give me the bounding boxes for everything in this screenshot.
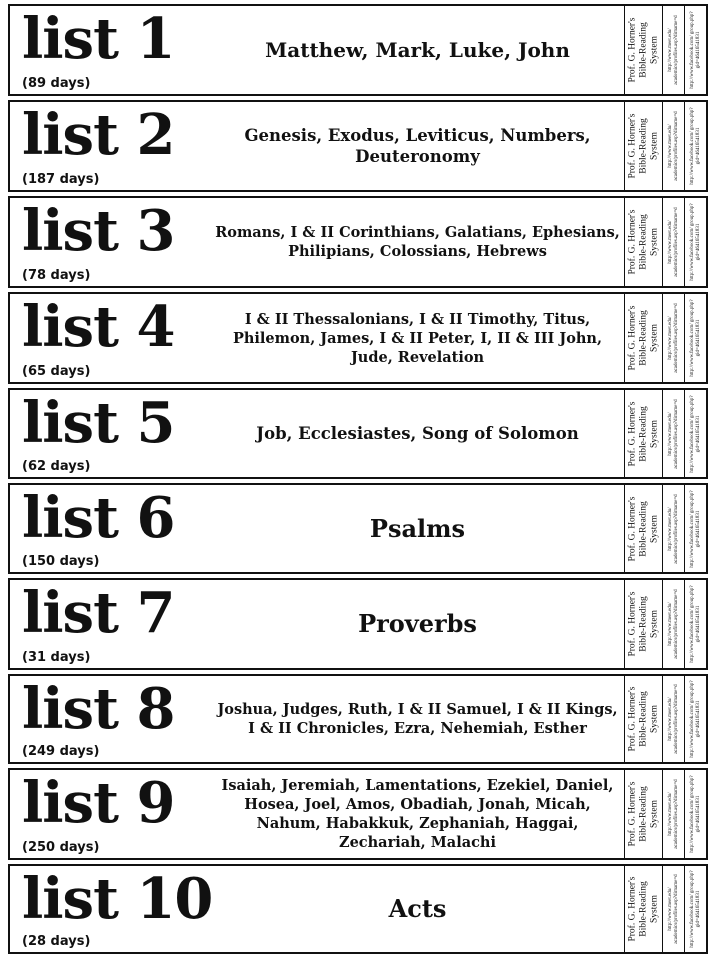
credit-author: Prof. G. Horner's Bible-Reading System — [627, 686, 660, 752]
list-days: (65 days) — [22, 364, 91, 379]
bookmark-main — [10, 580, 624, 668]
credit-url-one: http://www.meet.edu/ academics/profiles.asp?dirname=d — [668, 398, 679, 469]
list-days: (89 days) — [22, 76, 91, 91]
list-books: Proverbs — [358, 609, 477, 638]
list-days: (31 days) — [22, 650, 91, 665]
credit-author: Prof. G. Horner's Bible-Reading System — [627, 876, 660, 942]
list-books: Job, Ecclesiastes, Song of Solomon — [256, 424, 579, 443]
credit-author: Prof. G. Horner's Bible-Reading System — [627, 305, 660, 371]
credit-url-one-strip — [662, 866, 685, 952]
credit-url-one-strip — [662, 770, 685, 858]
list-title: list 4 — [22, 294, 175, 360]
credit-author-strip — [624, 580, 663, 668]
credit-url-two: http://www.facebook.com/ group.php?gid=46416541831 — [690, 203, 701, 281]
credit-author-strip — [624, 102, 663, 190]
bookmark-card-3 — [8, 196, 708, 288]
list-days: (28 days) — [22, 934, 91, 949]
credit-url-one-strip — [662, 294, 685, 382]
list-books: Genesis, Exodus, Leviticus, Numbers, Deuteronomy — [244, 126, 591, 166]
bookmark-card-9 — [8, 768, 708, 860]
credit-url-two-strip — [684, 294, 707, 382]
credit-url-two-strip — [684, 390, 707, 477]
credit-author: Prof. G. Horner's Bible-Reading System — [627, 113, 660, 179]
credit-url-two-strip — [684, 580, 707, 668]
credit-url-one: http://www.meet.edu/ academics/profiles.asp?dirname=d — [668, 111, 679, 181]
bookmark-card-10 — [8, 864, 708, 954]
credit-author-strip — [624, 6, 663, 94]
bookmark-main — [10, 6, 624, 94]
list-days: (150 days) — [22, 554, 100, 569]
bookmark-main — [10, 770, 624, 858]
bookmark-card-6 — [8, 483, 708, 574]
credit-url-two: http://www.facebook.com/ group.php?gid=46416541831 — [690, 775, 701, 853]
credit-url-one-strip — [662, 676, 685, 762]
bookmark-main — [10, 390, 624, 477]
credit-url-two-strip — [684, 866, 707, 952]
credit-url-one: http://www.meet.edu/ academics/profiles.asp?dirname=d — [668, 779, 679, 849]
bookmark-main — [10, 676, 624, 762]
list-days: (187 days) — [22, 172, 100, 187]
list-days: (249 days) — [22, 744, 100, 759]
credit-url-two: http://www.facebook.com/ group.php?gid=46416541831 — [690, 299, 701, 377]
credit-url-two-strip — [684, 770, 707, 858]
list-books: Acts — [388, 894, 447, 923]
credit-url-two-strip — [684, 676, 707, 762]
credit-url-one-strip — [662, 6, 685, 94]
credit-url-two-strip — [684, 6, 707, 94]
list-books: Matthew, Mark, Luke, John — [265, 38, 570, 62]
bookmark-main — [10, 294, 624, 382]
credit-author: Prof. G. Horner's Bible-Reading System — [627, 495, 660, 562]
credit-url-two: http://www.facebook.com/ group.php?gid=46416541831 — [690, 107, 701, 185]
credit-url-two: http://www.facebook.com/ group.php?gid=46416541831 — [690, 680, 701, 758]
credit-author-strip — [624, 770, 663, 858]
list-books: I & II Thessalonians, I & II Timothy, Titus, Philemon, James, I & II Peter, I, II & III John, Jude, Revelation — [232, 310, 603, 366]
bookmark-card-4 — [8, 292, 708, 384]
credit-author: Prof. G. Horner's Bible-Reading System — [627, 17, 660, 83]
bookmark-card-2 — [8, 100, 708, 192]
credit-author-strip — [624, 390, 663, 477]
list-books: Psalms — [369, 513, 466, 543]
list-days: (78 days) — [22, 268, 91, 283]
bookmark-card-1 — [8, 4, 708, 96]
credit-url-one: http://www.meet.edu/ academics/profiles.asp?dirname=d — [668, 684, 679, 754]
credit-url-two: http://www.facebook.com/ group.php?gid=46416541831 — [690, 11, 701, 89]
credit-url-two: http://www.facebook.com/ group.php?gid=46416541831 — [690, 489, 701, 568]
list-title: list 8 — [22, 676, 175, 742]
credit-url-two: http://www.facebook.com/ group.php?gid=46416541831 — [690, 870, 701, 948]
credit-url-one: http://www.meet.edu/ academics/profiles.asp?dirname=d — [668, 493, 679, 564]
list-title: list 1 — [22, 6, 175, 72]
credit-author-strip — [624, 294, 663, 382]
list-books: Isaiah, Jeremiah, Lamentations, Ezekiel, Daniel, Hosea, Joel, Amos, Obadiah, Jonah, Micah, Nahum, Habakkuk, Zephaniah, Haggai, Zechariah, Malachi — [221, 777, 614, 851]
credit-url-two: http://www.facebook.com/ group.php?gid=46416541831 — [690, 585, 701, 663]
credit-url-one-strip — [662, 198, 685, 286]
list-days: (62 days) — [22, 459, 91, 474]
credit-url-one: http://www.meet.edu/ academics/profiles.asp?dirname=d — [668, 15, 679, 85]
credit-url-one-strip — [662, 390, 685, 477]
list-title: list 7 — [22, 580, 175, 646]
credit-author: Prof. G. Horner's Bible-Reading System — [627, 400, 660, 467]
list-books: Romans, I & II Corinthians, Galatians, Ephesians, Philipians, Colossians, Hebrews — [215, 224, 620, 260]
list-title: list 6 — [22, 485, 175, 551]
credit-url-two: http://www.facebook.com/ group.php?gid=46416541831 — [690, 394, 701, 473]
list-title: list 9 — [22, 770, 175, 836]
list-title: list 2 — [22, 102, 175, 168]
bookmark-card-8 — [8, 674, 708, 764]
list-title: list 3 — [22, 198, 175, 264]
bookmark-main — [10, 485, 624, 572]
credit-author-strip — [624, 198, 663, 286]
list-title: list 5 — [22, 390, 175, 456]
list-title: list 10 — [22, 866, 213, 932]
credit-author: Prof. G. Horner's Bible-Reading System — [627, 591, 660, 657]
credit-url-one-strip — [662, 580, 685, 668]
credit-url-one: http://www.meet.edu/ academics/profiles.asp?dirname=d — [668, 207, 679, 277]
credit-author: Prof. G. Horner's Bible-Reading System — [627, 209, 660, 275]
credit-author-strip — [624, 866, 663, 952]
credit-url-one: http://www.meet.edu/ academics/profiles.asp?dirname=d — [668, 874, 679, 944]
bookmark-main — [10, 102, 624, 190]
credit-url-one-strip — [662, 102, 685, 190]
list-books: Joshua, Judges, Ruth, I & II Samuel, I & II Kings, I & II Chronicles, Ezra, Nehemiah, Esther — [217, 701, 618, 737]
bookmark-card-5 — [8, 388, 708, 479]
bookmark-card-7 — [8, 578, 708, 670]
credit-author: Prof. G. Horner's Bible-Reading System — [627, 781, 660, 847]
credit-url-one-strip — [662, 485, 685, 572]
credit-url-two-strip — [684, 198, 707, 286]
list-days: (250 days) — [22, 840, 100, 855]
bookmark-main — [10, 198, 624, 286]
credit-url-one: http://www.meet.edu/ academics/profiles.asp?dirname=d — [668, 589, 679, 659]
credit-url-two-strip — [684, 102, 707, 190]
credit-url-one: http://www.meet.edu/ academics/profiles.asp?dirname=d — [668, 303, 679, 373]
credit-author-strip — [624, 485, 663, 572]
credit-author-strip — [624, 676, 663, 762]
credit-url-two-strip — [684, 485, 707, 572]
bookmark-main — [10, 866, 624, 952]
